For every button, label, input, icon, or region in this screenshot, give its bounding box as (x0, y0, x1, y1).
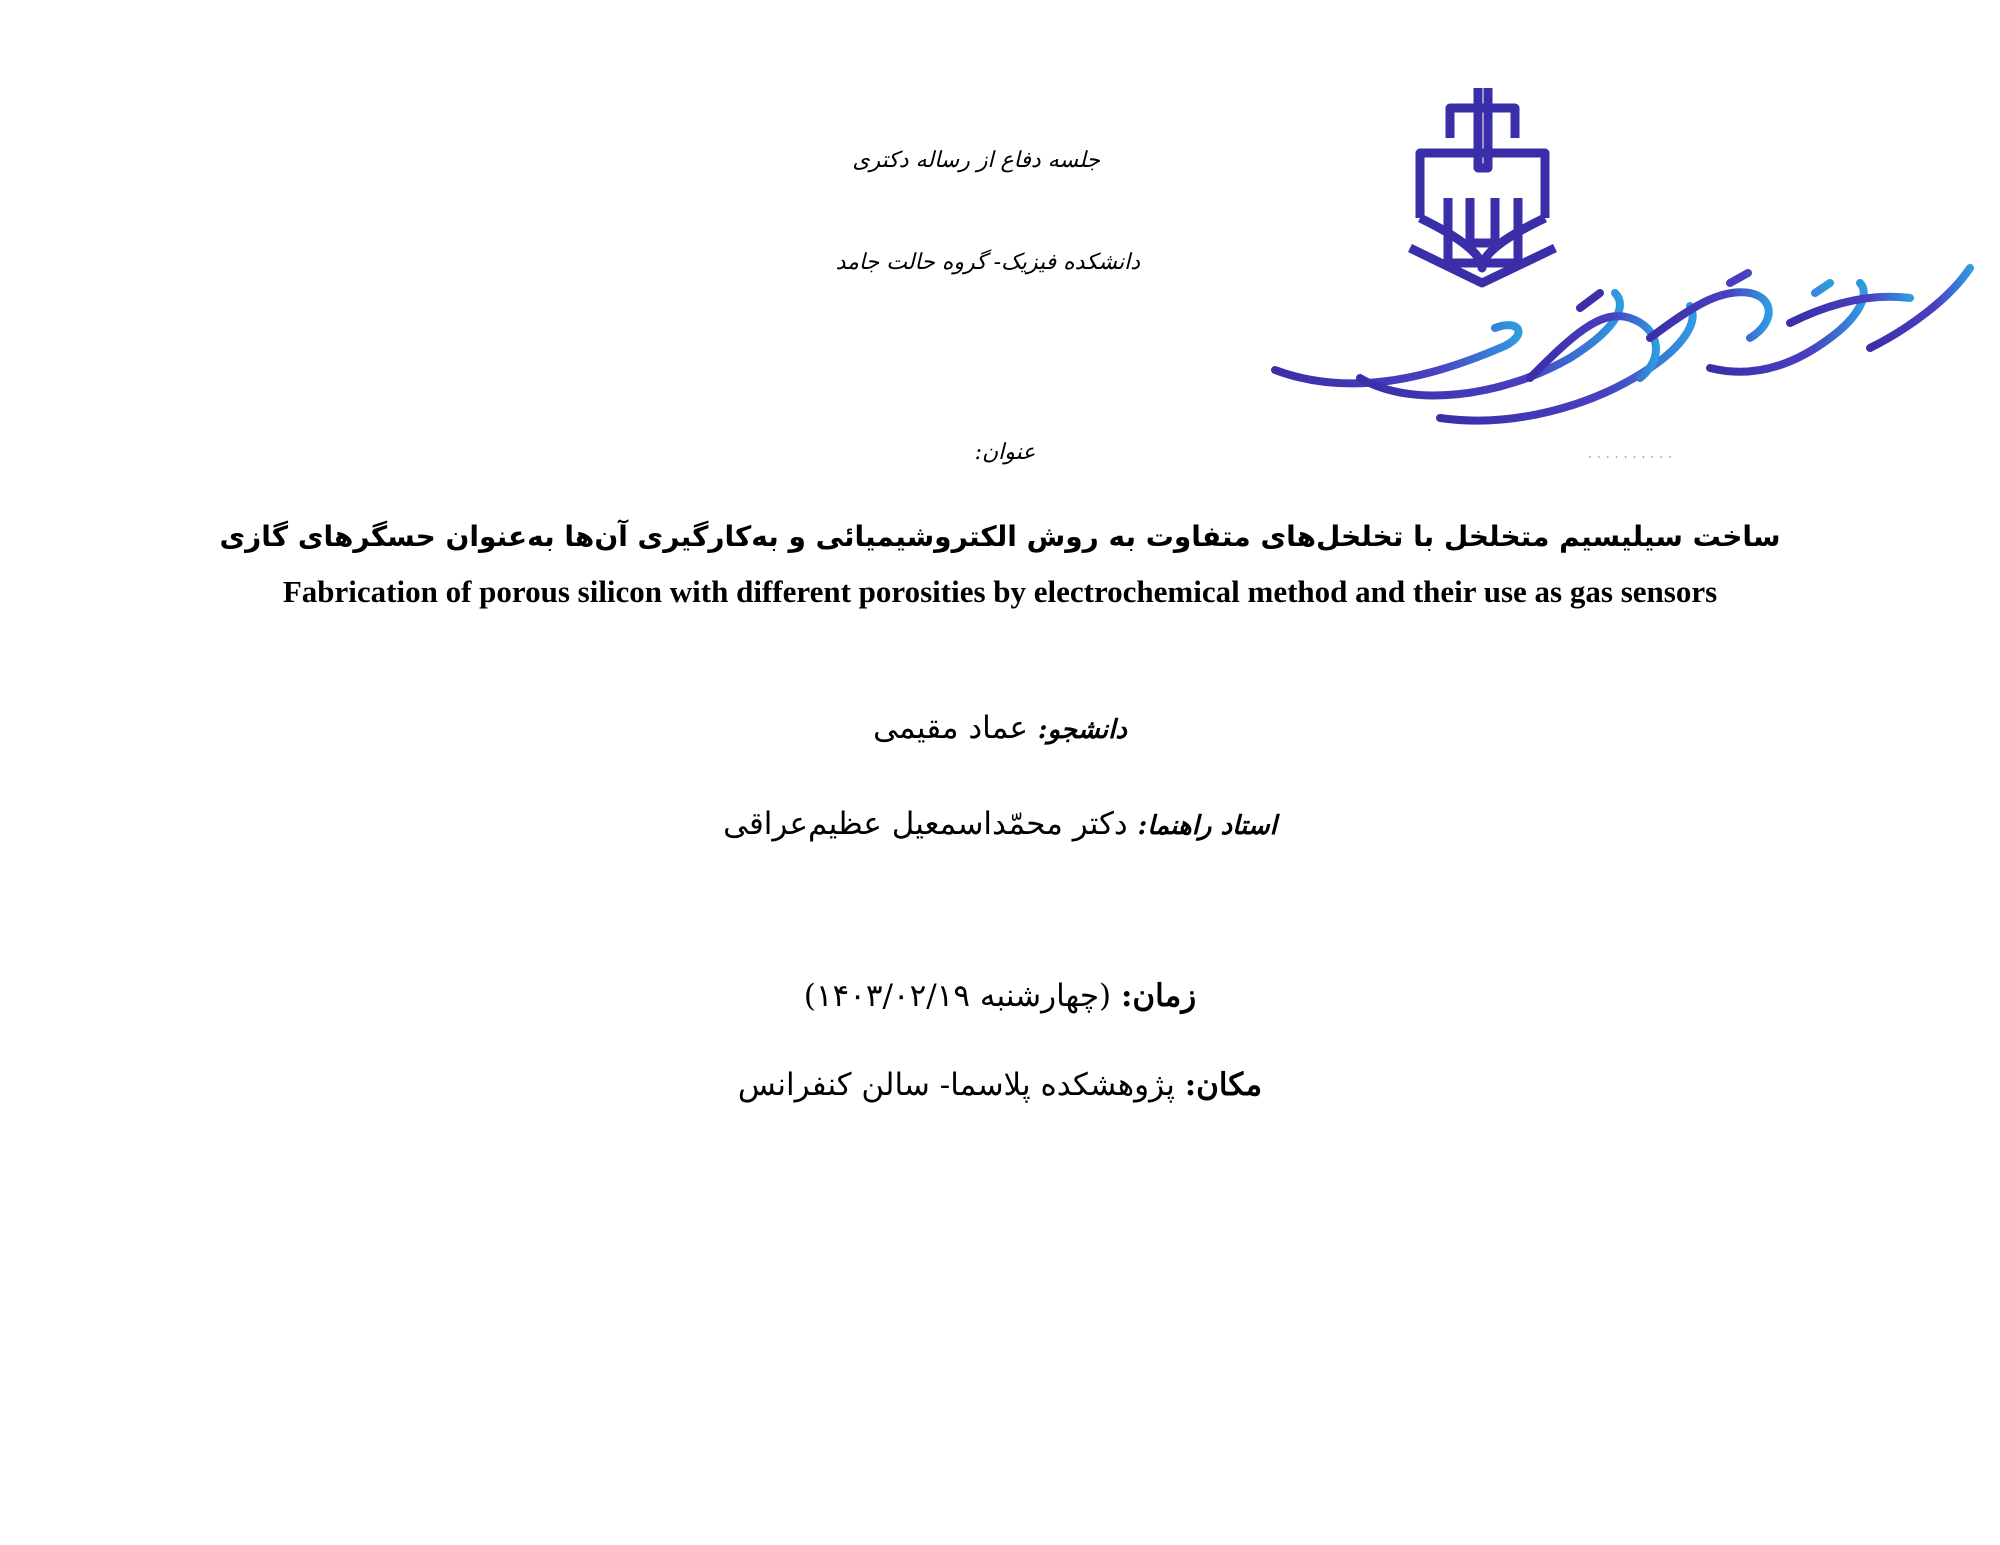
student-name: عماد مقیمی (873, 710, 1029, 746)
advisor-line (500, 806, 1500, 842)
thesis-title-english: Fabrication of porous silicon with different porosities by electrochemical method and their use as gas sensors (282, 574, 1718, 609)
advisor-label: استاد راهنما: (1137, 811, 1277, 841)
thesis-title-persian: ساخت سیلیسیم متخلخل با تخلخل‌های متفاوت به روش الکتروشیمیائی و به‌کارگیری آن‌ها به‌عنوان حسگرهای گازی (219, 520, 1781, 553)
place-value: پژوهشکده پلاسما- سالن کنفرانس (737, 1067, 1175, 1103)
student-line (500, 710, 1500, 746)
calligraphy-icon (1275, 268, 1970, 421)
place-label: مکان: (1184, 1067, 1263, 1103)
logo-caption: . . . . . . . . . . (1587, 446, 1673, 462)
book-emblem-icon (1410, 88, 1555, 283)
time-label: زمان: (1120, 978, 1197, 1014)
student-label: دانشجو: (1037, 715, 1127, 745)
time-line (500, 978, 1500, 1014)
faculty-heading: دانشکده فیزیک- گروه حالت جامد (835, 250, 1140, 275)
university-logo (1270, 78, 1980, 478)
title-label: عنوان: (974, 440, 1036, 465)
advisor-name: دکتر محمّداسمعیل عظیم‌عراقی (723, 806, 1128, 842)
place-line (500, 1067, 1500, 1103)
defense-session-heading: جلسه دفاع از رساله دکتری (852, 148, 1100, 173)
time-value: (چهارشنبه ۱۴۰۳/۰۲/۱۹) (803, 978, 1112, 1014)
